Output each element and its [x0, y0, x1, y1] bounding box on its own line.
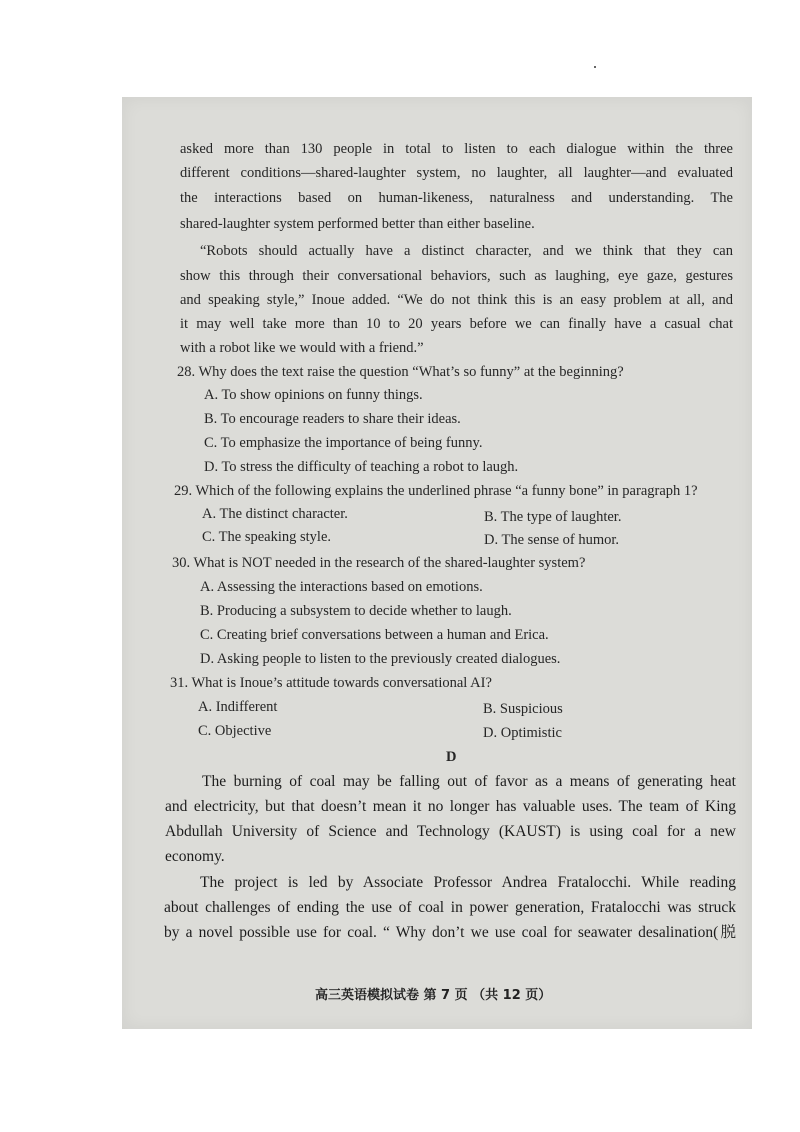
question-29-option-d: D. The sense of humor.	[484, 532, 620, 548]
question-31-option-b: B. Suspicious	[483, 701, 563, 717]
question-28-option-b: B. To encourage readers to share their ideas.	[204, 411, 461, 427]
question-28-stem: 28. Why does the text raise the question “What’s so funny” at the beginning?	[177, 364, 624, 380]
question-29-option-a: A. The distinct character.	[202, 506, 348, 522]
question-30-option-a: A. Assessing the interactions based on emotions.	[200, 579, 483, 595]
question-31-option-a: A. Indifferent	[198, 699, 278, 715]
question-31-option-c: C. Objective	[198, 723, 272, 739]
question-30-option-d: D. Asking people to listen to the previously created dialogues.	[200, 651, 561, 667]
question-29-option-c: C. The speaking style.	[202, 529, 332, 545]
paragraph-line: Abdullah University of Science and Technology (KAUST) is using coal for a new	[165, 823, 736, 840]
paragraph-line: asked more than 130 people in total to listen to each dialogue within the three	[180, 141, 733, 157]
speck-mark	[594, 66, 596, 68]
question-28-option-c: C. To emphasize the importance of being funny.	[204, 435, 483, 451]
paragraph-line: The project is led by Associate Professor Andrea Fratalocchi. While reading	[200, 874, 736, 891]
question-31-stem: 31. What is Inoue’s attitude towards conversational AI?	[170, 675, 492, 691]
section-heading: D	[446, 749, 457, 765]
paragraph-line: shared-laughter system performed better than either baseline.	[180, 216, 535, 232]
exam-page	[122, 97, 752, 1029]
question-29-stem: 29. Which of the following explains the underlined phrase “a funny bone” in paragraph 1?	[174, 483, 698, 499]
paragraph-line: the interactions based on human-likeness, naturalness and understanding. The	[180, 190, 733, 206]
quote-line: and speaking style,” Inoue added. “We do not think this is an easy problem at all, and	[180, 292, 733, 308]
paragraph-line: and electricity, but that doesn’t mean it no longer has valuable uses. The team of King	[165, 798, 736, 815]
paragraph-line: economy.	[165, 848, 225, 865]
question-28-option-a: A. To show opinions on funny things.	[204, 387, 423, 403]
question-30-stem: 30. What is NOT needed in the research of the shared-laughter system?	[172, 555, 586, 571]
question-30-option-c: C. Creating brief conversations between a human and Erica.	[200, 627, 549, 643]
question-28-option-d: D. To stress the difficulty of teaching a robot to laugh.	[204, 459, 519, 475]
question-29-option-b: B. The type of laughter.	[484, 509, 622, 525]
paragraph-line: different conditions—shared-laughter system, no laughter, all laughter—and evaluated	[180, 165, 733, 181]
paragraph-line: The burning of coal may be falling out of favor as a means of generating heat	[202, 773, 736, 790]
quote-line: “Robots should actually have a distinct character, and we think that they can	[200, 243, 733, 259]
quote-line: it may well take more than 10 to 20 years before we can finally have a casual chat	[180, 316, 733, 332]
question-31-option-d: D. Optimistic	[483, 725, 562, 741]
quote-line: show this through their conversational behaviors, such as laughing, eye gaze, gestures	[180, 268, 733, 284]
quote-line: with a robot like we would with a friend.”	[180, 340, 424, 356]
paragraph-line: by a novel possible use for coal. “ Why don’t we use coal for seawater desalination(脱	[164, 924, 736, 941]
question-30-option-b: B. Producing a subsystem to decide whether to laugh.	[200, 603, 512, 619]
paragraph-line: about challenges of ending the use of coal in power generation, Fratalocchi was struck	[164, 899, 736, 916]
page-footer: 高三英语模拟试卷 第 7 页 （共 12 页）	[315, 988, 552, 1003]
